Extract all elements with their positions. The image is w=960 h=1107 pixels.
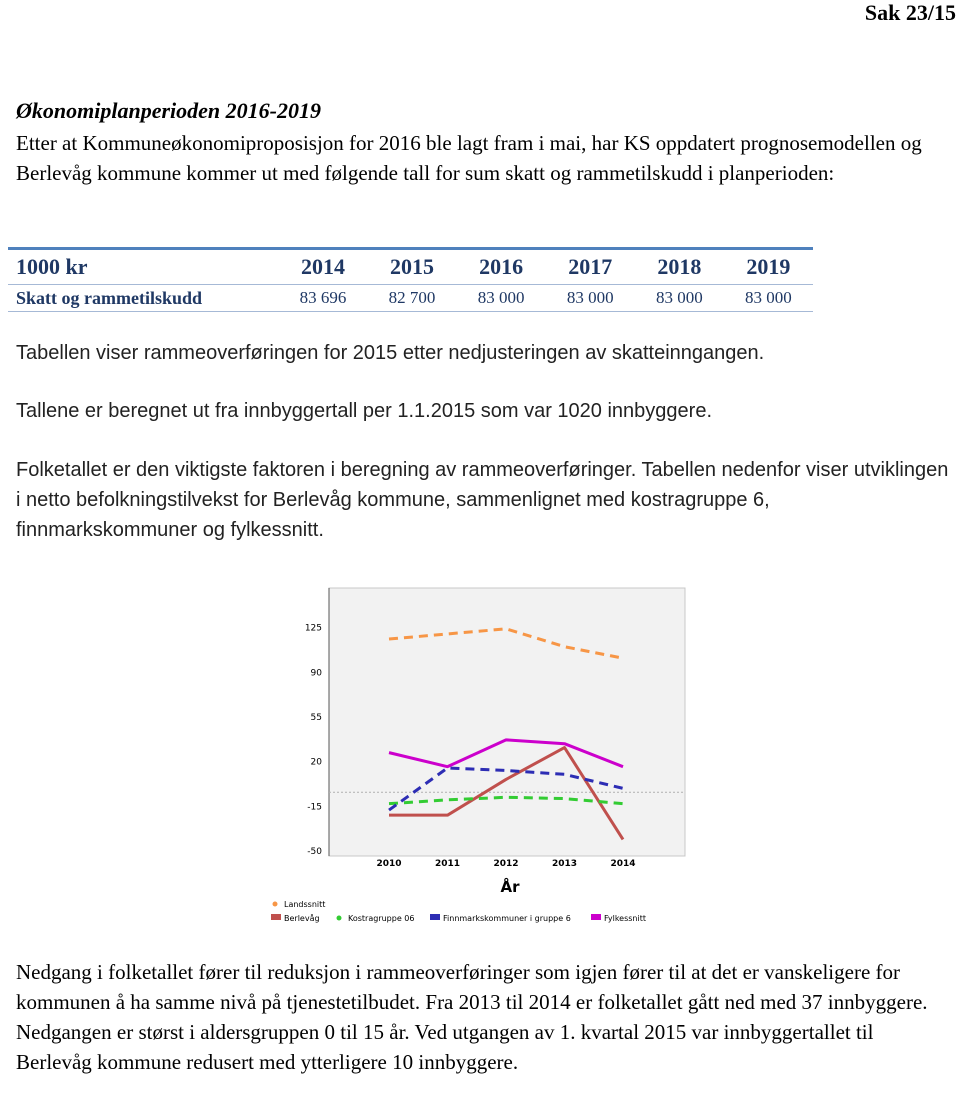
table-header-2017: 2017 xyxy=(568,254,613,279)
y-tick-label: -50 xyxy=(307,847,322,857)
intro-paragraph: Etter at Kommuneøkonomiproposisjon for 2016 ble lagt fram i mai, har KS oppdatert prognosemodellen og Berlevåg kommune kommer ut med følgende tall for sum skatt og rammetilskudd i planperioden: xyxy=(16,131,922,185)
paragraph-folketall: Folketallet er den viktigste faktoren i beregning av rammeoverføringer. Tabellen nedenfor viser utviklingen i netto befolkningstilvekst for Berlevåg kommune, sammenlignet med kostragruppe 6, finnmarkskommuner og fylkessnitt. xyxy=(16,459,949,541)
legend-marker xyxy=(430,914,440,920)
legend-label: Landssnitt xyxy=(284,900,326,909)
legend-marker xyxy=(591,914,601,920)
table-cell-2019: 83 000 xyxy=(745,288,792,307)
table-header-2018: 2018 xyxy=(657,254,702,279)
legend-label: Kostragruppe 06 xyxy=(348,914,415,923)
table-cell-2017: 83 000 xyxy=(566,288,614,307)
paragraph-innbyggertall: Tallene er beregnet ut fra innbyggertall per 1.1.2015 som var 1020 innbyggere. xyxy=(16,400,713,422)
page-number: Sak 23/15 xyxy=(864,0,956,25)
table-cell-2018: 83 000 xyxy=(655,288,703,307)
y-tick-label: -15 xyxy=(307,802,322,813)
legend-marker xyxy=(273,902,278,907)
y-tick-label: 55 xyxy=(310,713,322,723)
table-header-label: 1000 kr xyxy=(16,254,88,279)
table-row-label: Skatt og rammetilskudd xyxy=(16,287,203,308)
table-cell-2015: 82 700 xyxy=(388,288,436,307)
table-header-2014: 2014 xyxy=(300,254,345,279)
x-tick-label: 2014 xyxy=(610,859,636,869)
x-tick-label: 2010 xyxy=(376,859,402,869)
table-header-row xyxy=(8,250,813,285)
budget-table xyxy=(8,247,813,312)
legend-marker xyxy=(271,914,281,920)
x-tick-label: 2013 xyxy=(551,859,578,869)
table-header-2019: 2019 xyxy=(746,254,791,279)
section-title: Økonomiplanperioden 2016-2019 xyxy=(16,98,321,123)
table-cell-2014: 83 696 xyxy=(299,288,347,307)
x-axis-title: År xyxy=(500,878,520,896)
plot-area xyxy=(329,588,685,856)
legend-label: Fylkessnitt xyxy=(604,914,646,923)
paragraph-nedgang: Nedgang i folketallet fører til reduksjon i rammeoverføringer som igjen fører til at det er vanskeligere for kommunen å ha samme nivå på tjenestetilbudet. Fra 2013 til 2014 er folketallet gått ned med 37 innbyggere. Nedgangen er størst i aldersgruppen 0 til 15 år. Ved utgangen av 1. kvartal 2015 var innbyggertallet til Berlevåg kommune redusert med ytterligere 10 innbyggere. xyxy=(16,960,928,1074)
legend-label: Berlevåg xyxy=(284,914,320,923)
y-tick-label: 125 xyxy=(304,623,322,634)
y-tick-label: 20 xyxy=(310,757,322,768)
table-cell-2016: 83 000 xyxy=(477,288,525,307)
table-header-2015: 2015 xyxy=(390,254,435,279)
x-tick-label: 2012 xyxy=(493,859,519,869)
y-tick-label: 90 xyxy=(310,668,322,679)
table-row xyxy=(8,285,813,311)
legend-label: Finnmarkskommuner i gruppe 6 xyxy=(443,914,571,923)
legend-marker xyxy=(337,916,342,921)
x-tick-label: 2011 xyxy=(434,859,461,869)
paragraph-rammeoverforing: Tabellen viser rammeoverføringen for 2015 etter nedjusteringen av skatteinngangen. xyxy=(16,342,765,364)
table-header-2016: 2016 xyxy=(479,254,524,279)
population-growth-chart xyxy=(255,580,705,935)
